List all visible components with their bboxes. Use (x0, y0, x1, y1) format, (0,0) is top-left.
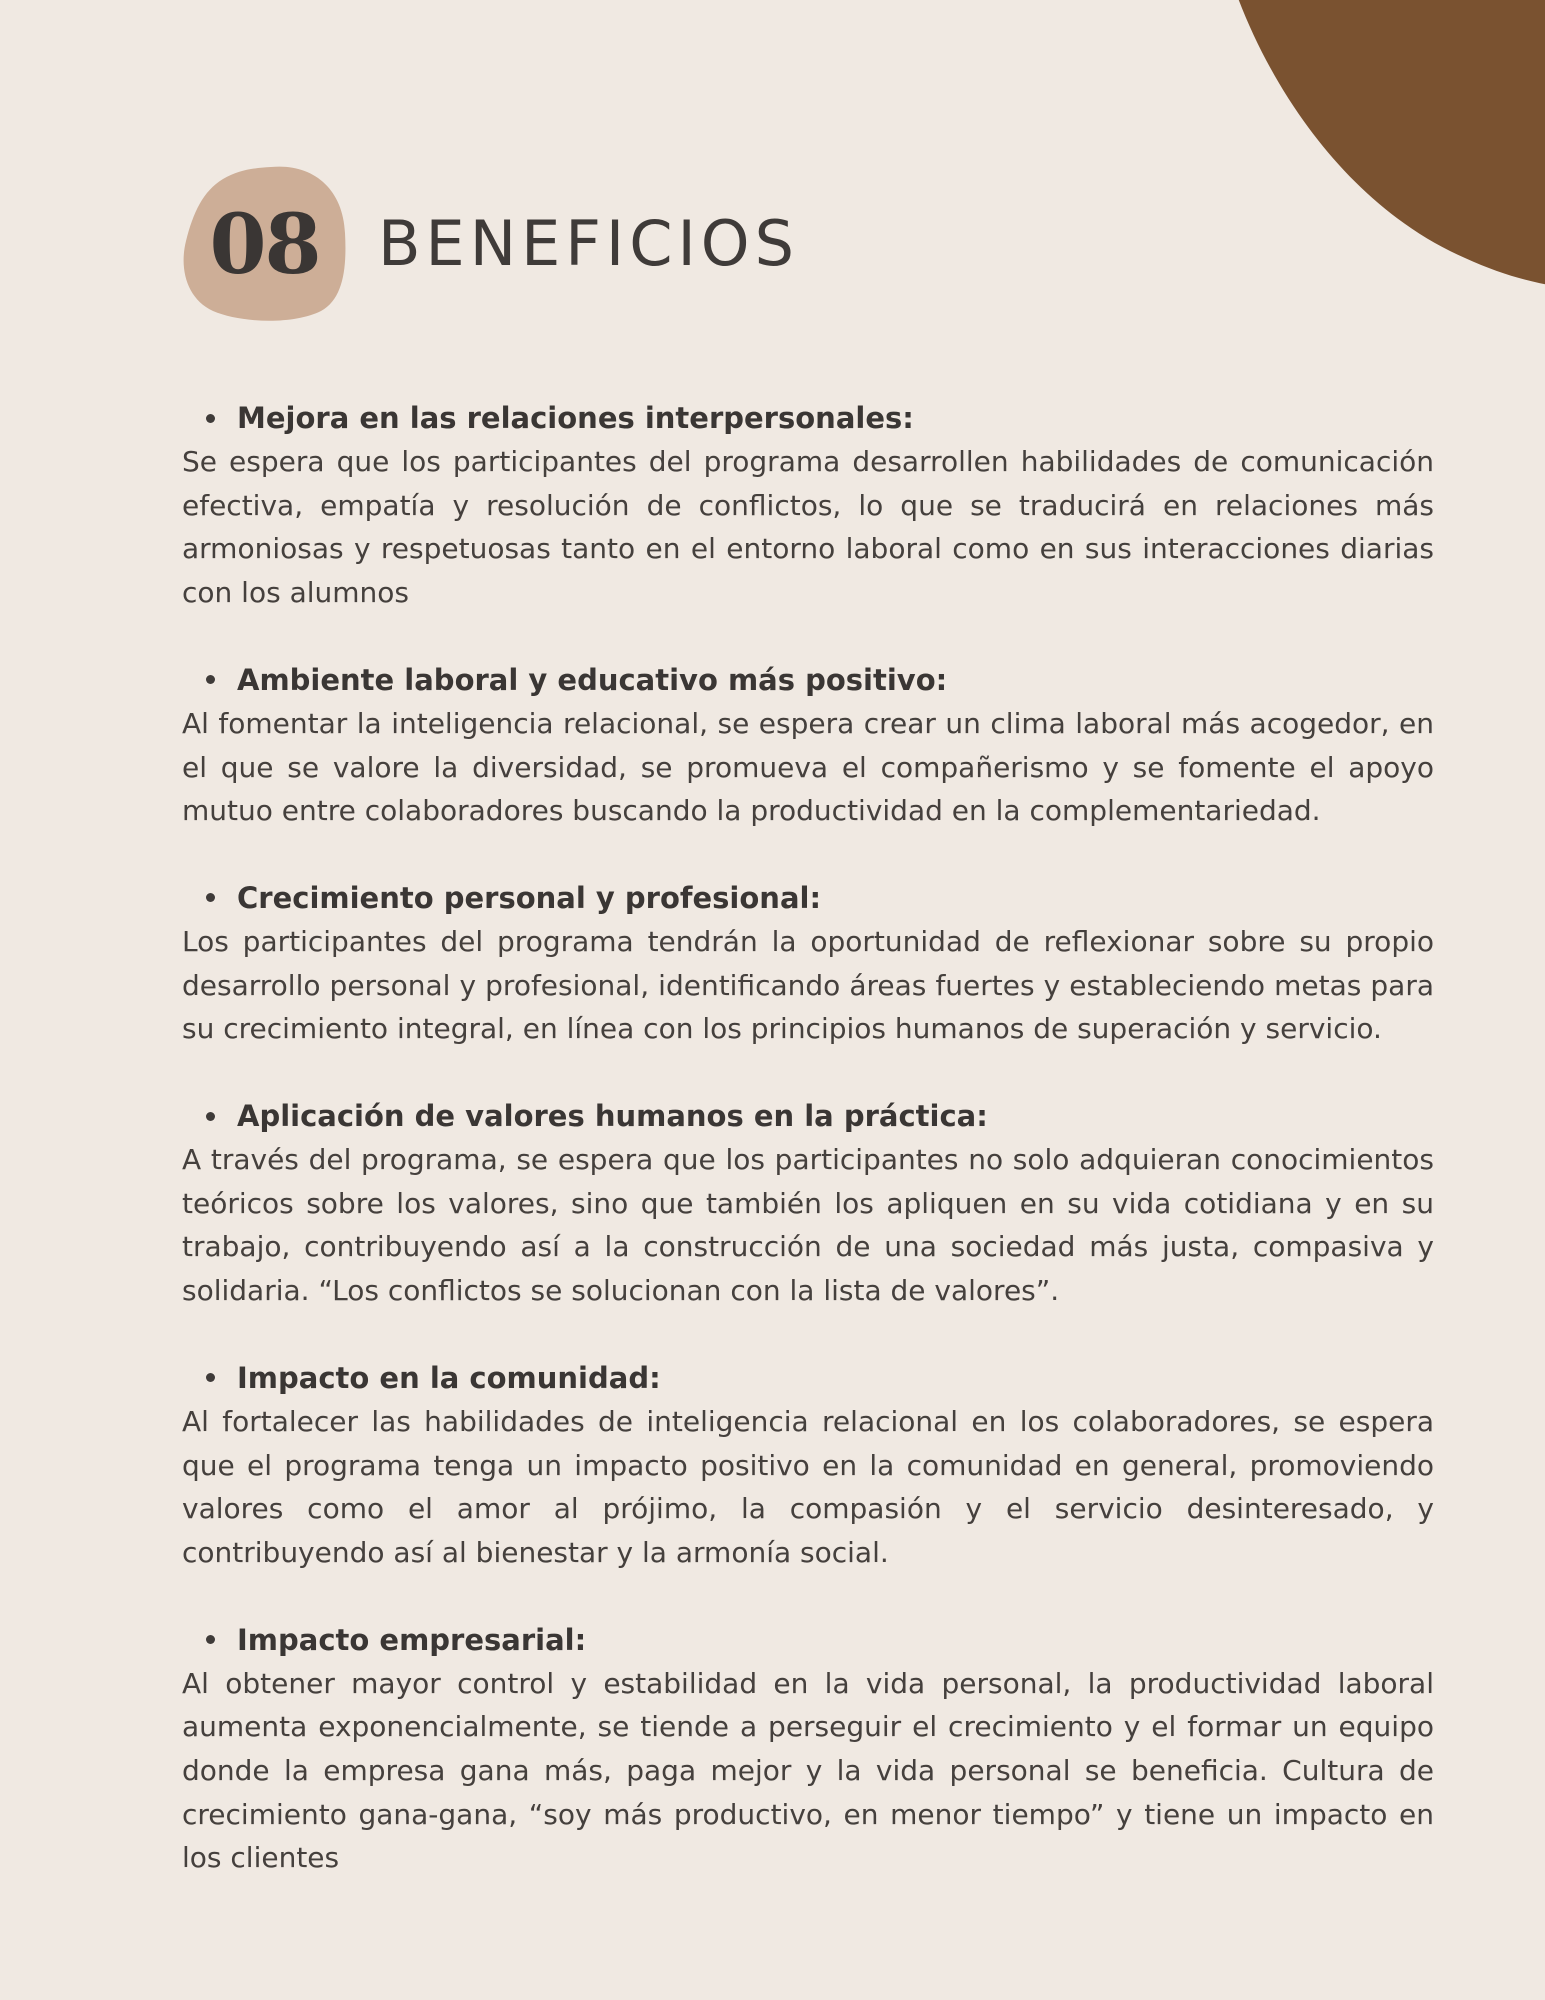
section-number-badge (183, 165, 346, 321)
section-header (183, 165, 799, 321)
decorative-corner-shape (1205, 0, 1545, 286)
bullet-icon (206, 893, 215, 902)
bullet-icon (206, 1112, 215, 1121)
benefit-title: Impacto en la comunidad: (237, 1360, 661, 1395)
benefit-description: Los participantes del programa tendrán la oportunidad de reflexionar sobre su propio desarrollo personal y profesional, identificando áreas fuertes y estableciendo metas para su crecimiento integral, en línea con los principios humanos de superación y servicio. (182, 924, 1434, 1046)
bullet-icon (206, 414, 215, 423)
benefits-list (182, 396, 1434, 1923)
benefit-heading (182, 396, 1434, 440)
benefit-item (182, 1094, 1434, 1313)
benefit-description: Al fortalecer las habilidades de inteligencia relacional en los colaboradores, se espera que el programa tenga un impacto positivo en la comunidad en general, promoviendo valores como el amor al prójimo, la compasión y el servicio desinteresado, y contribuyendo así al bienestar y la armonía social. (182, 1404, 1434, 1569)
benefit-heading (182, 1618, 1434, 1662)
bullet-icon (206, 1373, 215, 1382)
benefit-title: Ambiente laboral y educativo más positivo: (237, 662, 948, 697)
bullet-icon (206, 675, 215, 684)
page-title: BENEFICIOS (378, 206, 799, 280)
benefit-heading (182, 658, 1434, 702)
section-number: 08 (209, 197, 320, 293)
benefit-title: Mejora en las relaciones interpersonales: (237, 401, 914, 435)
benefit-title: Impacto empresarial: (237, 1622, 587, 1657)
benefit-item (182, 876, 1434, 1051)
bullet-icon (206, 1635, 215, 1644)
benefit-title: Aplicación de valores humanos en la práctica: (237, 1099, 988, 1134)
benefit-heading (182, 1356, 1434, 1400)
benefit-description: Al fomentar la inteligencia relacional, se espera crear un clima laboral más acogedor, en el que se valore la diversidad, se promueva el compañerismo y se fomente el apoyo mutuo entre colaboradores buscando la productividad en la complementariedad. (182, 706, 1434, 828)
benefit-item (182, 1356, 1434, 1575)
benefit-description: Al obtener mayor control y estabilidad en la vida personal, la productividad laboral aumenta exponencialmente, se tiende a perseguir el crecimiento y el formar un equipo donde la empresa gana más, paga mejor y la vida personal se beneficia. Cultura de crecimiento gana-gana, “soy más productivo, en menor tiempo” y tiene un impacto en los clientes (182, 1666, 1434, 1875)
benefit-heading (182, 1094, 1434, 1138)
benefit-heading (182, 876, 1434, 920)
benefit-item (182, 658, 1434, 833)
benefit-item (182, 1618, 1434, 1881)
benefit-description: A través del programa, se espera que los participantes no solo adquieran conocimientos teóricos sobre los valores, sino que también los apliquen en su vida cotidiana y en su trabajo, contribuyendo así a la construcción de una sociedad más justa, compasiva y solidaria. “Los conflictos se solucionan con la lista de valores”. (182, 1143, 1434, 1308)
benefit-item (182, 396, 1434, 615)
benefit-title: Crecimiento personal y profesional: (237, 880, 822, 915)
benefit-description: Se espera que los participantes del programa desarrollen habilidades de comunicación efectiva, empatía y resolución de conflictos, lo que se traducirá en relaciones más armoniosas y respetuosas tanto en el entorno laboral como en sus interacciones diarias con los alumnos (182, 445, 1434, 610)
